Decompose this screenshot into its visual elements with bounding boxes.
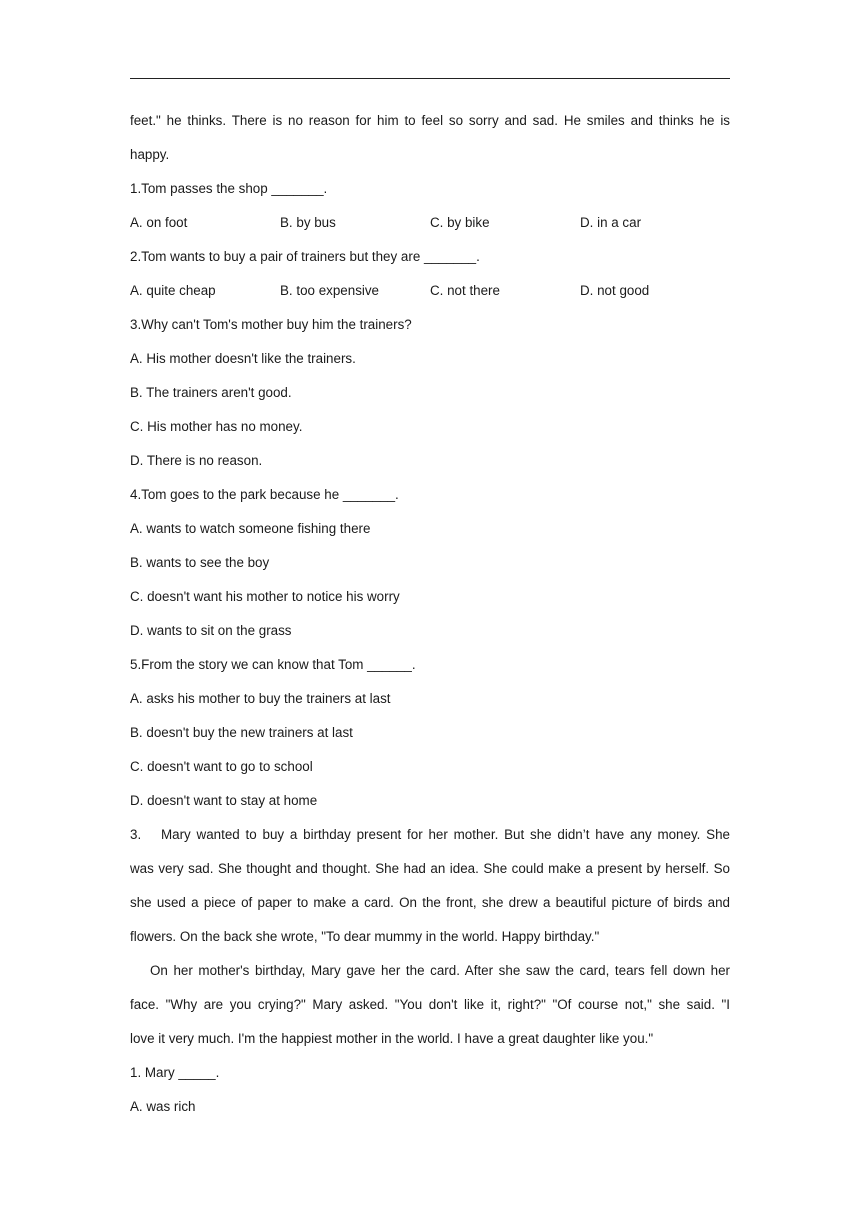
- option-a: A. His mother doesn't like the trainers.: [130, 351, 356, 366]
- question-3-stem: 3.Why can't Tom's mother buy him the trainers?: [130, 317, 412, 332]
- header-rule: [130, 78, 730, 79]
- option-d: D. in a car: [580, 215, 642, 230]
- question-2-stem: 2.Tom wants to buy a pair of trainers but they are _______.: [130, 249, 480, 264]
- option-d: D. There is no reason.: [130, 453, 263, 468]
- option-a: A. wants to watch someone fishing there: [130, 521, 371, 536]
- option-d: D. wants to sit on the grass: [130, 623, 292, 638]
- passage-3-line-4: flowers. On the back she wrote, "To dear mummy in the world. Happy birthday.": [130, 929, 600, 944]
- option-c: C. doesn't want to go to school: [130, 759, 313, 774]
- passage-3-number: 3.: [130, 827, 142, 842]
- option-d: D. doesn't want to stay at home: [130, 793, 318, 808]
- passage-3-line-1: [130, 818, 730, 852]
- option-b: B. by bus: [280, 215, 336, 230]
- question-5-stem: 5.From the story we can know that Tom ______.: [130, 657, 416, 672]
- option-a: A. asks his mother to buy the trainers at last: [130, 691, 391, 706]
- passage-3-text: Mary wanted to buy a birthday present for her mother. But she didn’t have any money. She: [161, 827, 730, 842]
- intro-line-2: happy.: [130, 147, 170, 162]
- option-a: A. on foot: [130, 215, 188, 230]
- question-1-options: [130, 206, 730, 240]
- option-c: C. not there: [430, 283, 500, 298]
- option-c: C. doesn't want his mother to notice his worry: [130, 589, 400, 604]
- question-1-stem: 1.Tom passes the shop _______.: [130, 181, 328, 196]
- page-content: [130, 104, 730, 1124]
- option-a: A. quite cheap: [130, 283, 216, 298]
- question-3-1-stem: 1. Mary _____.: [130, 1065, 220, 1080]
- passage-3-line-6: face. "Why are you crying?" Mary asked. "You don't like it, right?" "Of course not," she said. "I: [130, 997, 730, 1012]
- option-b: B. too expensive: [280, 283, 380, 298]
- option-a: A. was rich: [130, 1099, 196, 1114]
- option-b: B. wants to see the boy: [130, 555, 270, 570]
- passage-3-line-5: On her mother's birthday, Mary gave her the card. After she saw the card, tears fell down her: [150, 963, 730, 978]
- option-c: C. by bike: [430, 215, 490, 230]
- intro-line-1: feet." he thinks. There is no reason for him to feel so sorry and sad. He smiles and thinks he is: [130, 113, 730, 128]
- option-d: D. not good: [580, 283, 650, 298]
- option-b: B. doesn't buy the new trainers at last: [130, 725, 353, 740]
- passage-3-line-2: was very sad. She thought and thought. She had an idea. She could make a present by herself. So: [130, 861, 730, 876]
- option-c: C. His mother has no money.: [130, 419, 303, 434]
- passage-3-line-7: love it very much. I'm the happiest mother in the world. I have a great daughter like you.": [130, 1031, 654, 1046]
- question-2-options: [130, 274, 730, 308]
- passage-3-line-3: she used a piece of paper to make a card. On the front, she drew a beautiful picture of birds and: [130, 895, 730, 910]
- question-4-stem: 4.Tom goes to the park because he _______.: [130, 487, 399, 502]
- option-b: B. The trainers aren't good.: [130, 385, 292, 400]
